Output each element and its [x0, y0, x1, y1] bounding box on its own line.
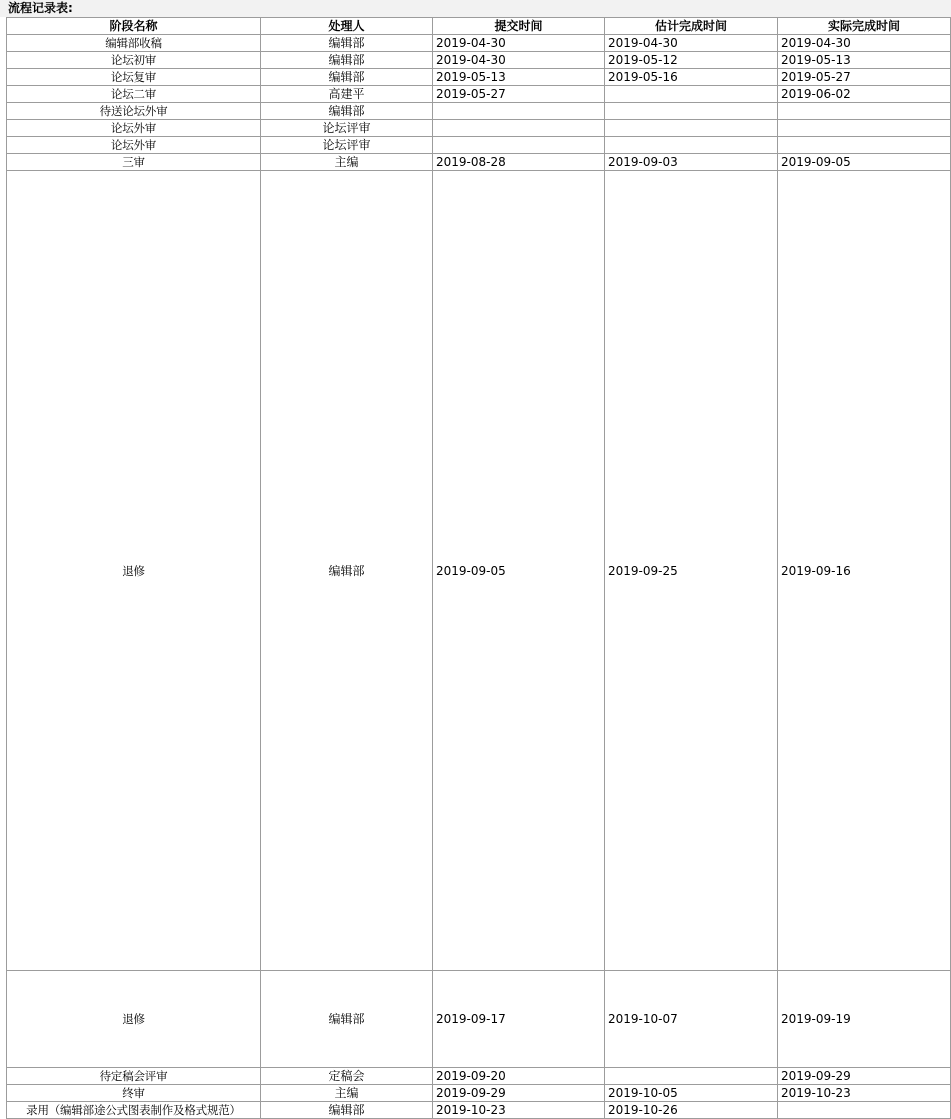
cell-submit-time: 2019-09-20: [433, 1068, 605, 1085]
cell-stage-name: 待送论坛外审: [7, 103, 261, 120]
cell-handler: 编辑部: [261, 171, 433, 971]
cell-submit-time: 2019-08-28: [433, 154, 605, 171]
cell-handler: 编辑部: [261, 35, 433, 52]
cell-estimated-completion: 2019-09-03: [605, 154, 778, 171]
cell-stage-name: 终审: [7, 1085, 261, 1102]
cell-stage-name: 论坛二审: [7, 86, 261, 103]
cell-estimated-completion: 2019-05-12: [605, 52, 778, 69]
cell-estimated-completion: [605, 86, 778, 103]
cell-submit-time: 2019-05-27: [433, 86, 605, 103]
cell-submit-time: [433, 120, 605, 137]
cell-actual-completion: 2019-05-13: [778, 52, 951, 69]
cell-handler: 主编: [261, 1085, 433, 1102]
cell-stage-name: 编辑部收稿: [7, 35, 261, 52]
table-row: [7, 1068, 951, 1085]
cell-submit-time: 2019-05-13: [433, 69, 605, 86]
cell-stage-name: 待定稿会评审: [7, 1068, 261, 1085]
cell-actual-completion: 2019-04-30: [778, 35, 951, 52]
cell-estimated-completion: 2019-10-05: [605, 1085, 778, 1102]
cell-handler: 定稿会: [261, 1068, 433, 1085]
cell-actual-completion: 2019-05-27: [778, 69, 951, 86]
cell-estimated-completion: [605, 120, 778, 137]
header-actual-completion: 实际完成时间: [778, 18, 951, 35]
cell-handler: 论坛评审: [261, 120, 433, 137]
cell-submit-time: [433, 103, 605, 120]
table-row: [7, 971, 951, 1068]
table-row: [7, 171, 951, 971]
header-handler: 处理人: [261, 18, 433, 35]
cell-actual-completion: 2019-09-05: [778, 154, 951, 171]
table-row: [7, 52, 951, 69]
cell-stage-name: 录用（编辑部途公式图表制作及格式规范）: [7, 1102, 261, 1119]
cell-actual-completion: 2019-06-02: [778, 86, 951, 103]
table-row: [7, 1085, 951, 1102]
cell-actual-completion: 2019-10-23: [778, 1085, 951, 1102]
table-row: [7, 86, 951, 103]
cell-handler: 编辑部: [261, 69, 433, 86]
cell-estimated-completion: 2019-04-30: [605, 35, 778, 52]
header-stage-name: 阶段名称: [7, 18, 261, 35]
cell-submit-time: [433, 137, 605, 154]
cell-handler: 论坛评审: [261, 137, 433, 154]
cell-stage-name: 退修: [7, 171, 261, 971]
cell-submit-time: 2019-04-30: [433, 52, 605, 69]
table-row: [7, 35, 951, 52]
cell-actual-completion: [778, 1102, 951, 1119]
cell-stage-name: 退修: [7, 971, 261, 1068]
table-row: [7, 137, 951, 154]
cell-actual-completion: [778, 120, 951, 137]
header-submit-time: 提交时间: [433, 18, 605, 35]
cell-stage-name: 论坛初审: [7, 52, 261, 69]
cell-actual-completion: 2019-09-16: [778, 171, 951, 971]
cell-handler: 编辑部: [261, 52, 433, 69]
cell-estimated-completion: 2019-10-07: [605, 971, 778, 1068]
cell-estimated-completion: 2019-05-16: [605, 69, 778, 86]
cell-submit-time: 2019-09-17: [433, 971, 605, 1068]
cell-submit-time: 2019-10-23: [433, 1102, 605, 1119]
cell-actual-completion: [778, 137, 951, 154]
cell-submit-time: 2019-04-30: [433, 35, 605, 52]
cell-estimated-completion: [605, 1068, 778, 1085]
cell-submit-time: 2019-09-05: [433, 171, 605, 971]
cell-estimated-completion: 2019-09-25: [605, 171, 778, 971]
cell-handler: 编辑部: [261, 1102, 433, 1119]
process-record-table: [6, 17, 951, 1119]
table-row: [7, 120, 951, 137]
cell-handler: 编辑部: [261, 103, 433, 120]
table-row: [7, 154, 951, 171]
cell-handler: 主编: [261, 154, 433, 171]
table-row: [7, 1102, 951, 1119]
cell-handler: 高建平: [261, 86, 433, 103]
cell-actual-completion: 2019-09-29: [778, 1068, 951, 1085]
cell-stage-name: 论坛外审: [7, 137, 261, 154]
table-row: [7, 103, 951, 120]
cell-stage-name: 论坛复审: [7, 69, 261, 86]
cell-stage-name: 论坛外审: [7, 120, 261, 137]
cell-actual-completion: [778, 103, 951, 120]
table-header-row: [7, 18, 951, 35]
cell-estimated-completion: [605, 137, 778, 154]
cell-submit-time: 2019-09-29: [433, 1085, 605, 1102]
cell-estimated-completion: [605, 103, 778, 120]
title-bar: [0, 0, 951, 17]
header-estimated-completion: 估计完成时间: [605, 18, 778, 35]
cell-actual-completion: 2019-09-19: [778, 971, 951, 1068]
cell-estimated-completion: 2019-10-26: [605, 1102, 778, 1119]
cell-stage-name: 三审: [7, 154, 261, 171]
cell-handler: 编辑部: [261, 971, 433, 1068]
page-title: 流程记录表:: [8, 1, 73, 15]
table-row: [7, 69, 951, 86]
